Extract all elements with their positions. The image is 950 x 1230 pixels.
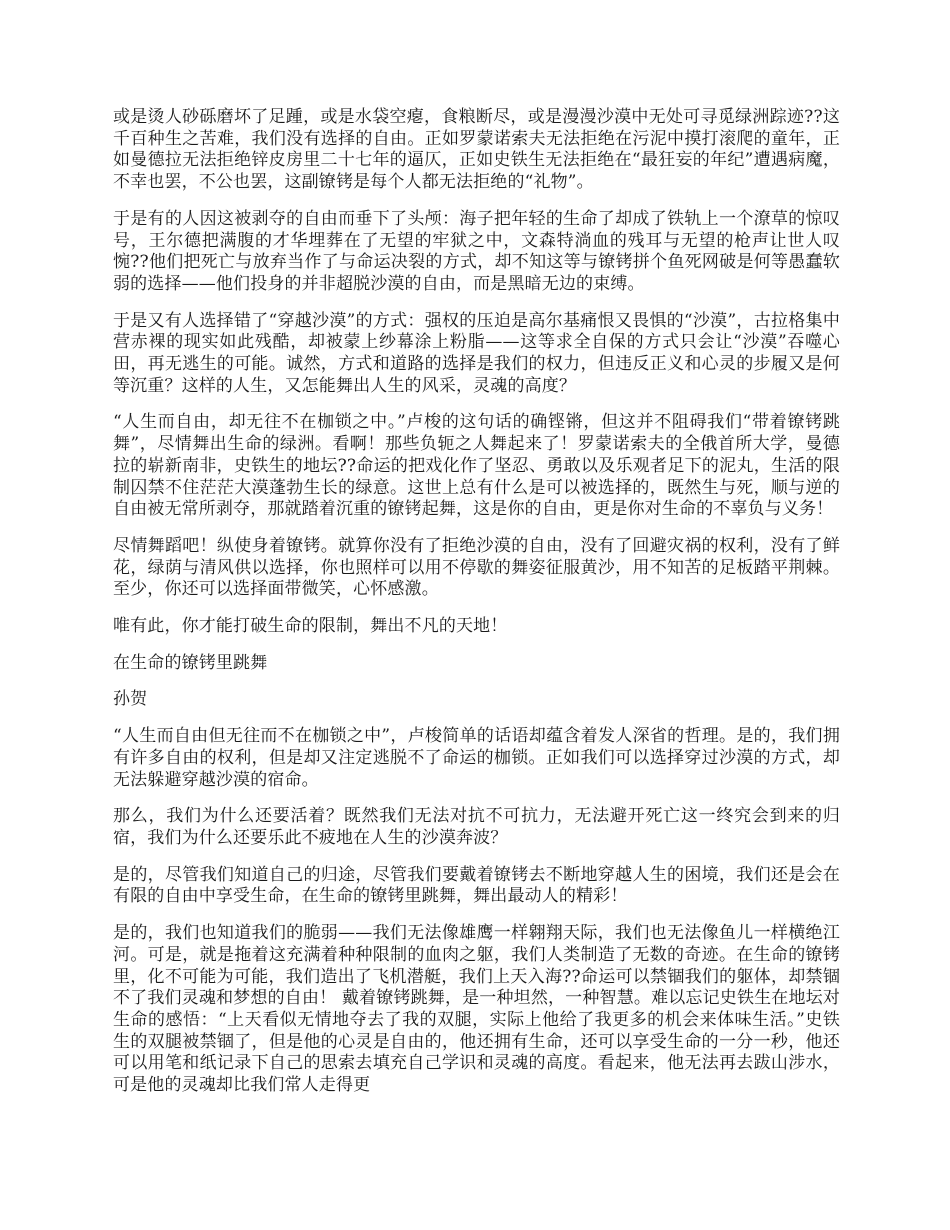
- paragraph-10: 是的，我们也知道我们的脆弱——我们无法像雄鹰一样翱翔天际，我们也无法像鱼儿一样横绝江河。可是，就是拖着这充满着种种限制的血肉之躯，我们人类制造了无数的奇迹。在生命的镣铐里，化不可能为可能，我们造出了飞机潜艇，我们上天入海??命运可以禁锢我们的躯体，却禁锢不了我们灵魂和梦想的自由！ 戴着镣铐跳舞，是一种坦然，一种智慧。难以忘记史铁生在地坛对生命的感悟：“上天看似无情地夺去了我的双腿，实际上他给了我更多的机会来体味生活。”史铁生的双腿被禁锢了，但是他的心灵是自由的，他还拥有生命，还可以享受生命的一分一秒，他还可以用笔和纸记录下自己的思索去填充自己学识和灵魂的高度。看起来，他无法再去跋山涉水，可是他的灵魂却比我们常人走得更: [113, 923, 840, 1096]
- document-page: [113, 107, 840, 1112]
- paragraph-6: 唯有此，你才能打破生命的限制，舞出不凡的天地！: [113, 616, 508, 637]
- essay-author: 孙贺: [113, 689, 148, 710]
- paragraph-5: 尽情舞蹈吧！纵使身着镣铐。就算你没有了拒绝沙漠的自由，没有了回避灾祸的权利，没有了鲜花，绿荫与清风供以选择，你也照样可以用不停歇的舞姿征服黄沙，用不知苦的足板踏平荆棘。至少，你还可以选择面带微笑，心怀感激。: [113, 535, 840, 600]
- paragraph-7: “人生而自由但无往而不在枷锁之中”，卢梭简单的话语却蕴含着发人深省的哲理。是的，我们拥有许多自由的权利，但是却又注定逃脱不了命运的枷锁。正如我们可以选择穿过沙漠的方式，却无法躲避穿越沙漠的宿命。: [113, 726, 840, 790]
- paragraph-8: 那么，我们为什么还要活着？既然我们无法对抗不可抗力，无法避开死亡这一终究会到来的归宿，我们为什么还要乐此不疲地在人生的沙漠奔波？: [113, 806, 840, 848]
- paragraph-1: 或是烫人砂砾磨坏了足踵，或是水袋空瘪，食粮断尽，或是漫漫沙漠中无处可寻觅绿洲踪迹??这千百种生之苦难，我们没有选择的自由。正如罗蒙诺索夫无法拒绝在污泥中摸打滚爬的童年，正如曼德拉无法拒绝锌皮房里二十七年的逼仄，正如史铁生无法拒绝在“最狂妄的年纪”遭遇病魔，不幸也罢，不公也罢，这副镣铐是每个人都无法拒绝的“礼物”。: [113, 107, 840, 193]
- paragraph-9: 是的，尽管我们知道自己的归途，尽管我们要戴着镣铐去不断地穿越人生的困境，我们还是会在有限的自由中享受生命，在生命的镣铐里跳舞，舞出最动人的精彩！: [113, 864, 840, 907]
- paragraph-2: 于是有的人因这被剥夺的自由而垂下了头颅：海子把年轻的生命了却成了铁轨上一个潦草的惊叹号，王尔德把满腹的才华埋葬在了无望的牢狱之中，文森特淌血的残耳与无望的枪声让世人叹惋??他们把死亡与放弃当作了与命运决裂的方式，却不知这等与镣铐拼个鱼死网破是何等愚蠢软弱的选择——他们投身的并非超脱沙漠的自由，而是黑暗无边的束缚。: [113, 208, 840, 294]
- essay-title: 在生命的镣铐里跳舞: [113, 652, 268, 673]
- paragraph-3: 于是又有人选择错了“穿越沙漠”的方式：强权的压迫是高尔基痛恨又畏惧的“沙漠”，古拉格集中营赤裸的现实如此残酷，却被蒙上纱幕涂上粉脂——这等求全自保的方式只会让“沙漠”吞噬心田，再无逃生的可能。诚然，方式和道路的选择是我们的权力，但违反正义和心灵的步履又是何等沉重？这样的人生，又怎能舞出人生的风采，灵魂的高度？: [113, 310, 840, 396]
- paragraph-4: “人生而自由，却无往不在枷锁之中。”卢梭的这句话的确铿锵，但这并不阻碍我们“带着镣铐跳舞”，尽情舞出生命的绿洲。看啊！那些负轭之人舞起来了！罗蒙诺索夫的全俄首所大学，曼德拉的崭新南非，史铁生的地坛??命运的把戏化作了坚忍、勇敢以及乐观者足下的泥丸，生活的限制囚禁不住茫茫大漠蓬勃生长的绿意。这世上总有什么是可以被选择的，既然生与死，顺与逆的自由被无常所剥夺，那就踏着沉重的镣铐起舞，这是你的自由，更是你对生命的不辜负与义务！: [113, 412, 840, 520]
